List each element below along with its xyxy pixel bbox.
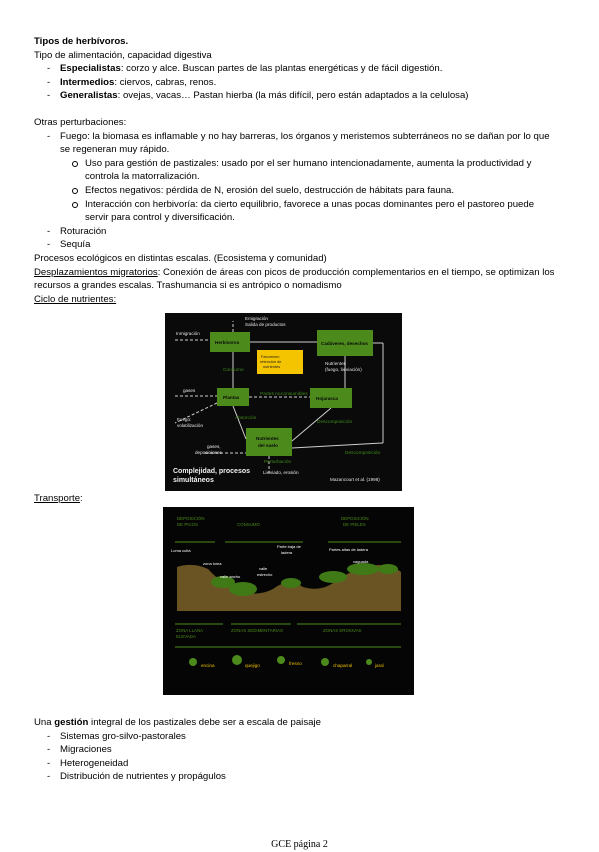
zona-loma-label: zona loma	[203, 561, 222, 566]
zonas-sed-label: ZONAS SEDIMENTARIAS	[231, 628, 283, 633]
hojarasca-label: Hojarasca	[316, 396, 338, 401]
inmigracion-label: Inmigración	[176, 331, 200, 336]
list-item: - Sequía	[47, 239, 91, 251]
cita-label: Mazancourt et al. (1998)	[330, 477, 380, 482]
ciclo-title: Ciclo de nutrientes:	[34, 293, 117, 305]
zona-llana-label: ZONA LLANA	[176, 628, 204, 633]
gases-label: gases	[183, 388, 196, 393]
list-item: - Intermedios: ciervos, cabras, renos.	[47, 76, 217, 88]
plantas-label: Plantas	[223, 395, 240, 400]
list-item: - Roturación	[47, 225, 107, 237]
nutrientes-fuego-label: Nutrientes	[325, 361, 346, 366]
consumo-label: Consumo	[223, 368, 244, 373]
gases2-label: gases,	[207, 444, 221, 449]
nut-suelo-label: Nutrientes	[256, 436, 279, 441]
cadaveres-label: Cadáveres, desechos	[321, 341, 368, 346]
document-body	[34, 35, 590, 306]
list-item: - Especialistas: corzo y alce. Buscan partes de las plantas energéticas y de fácil digestión.	[47, 63, 443, 75]
valle-estrecho-label: valle	[259, 566, 268, 571]
list-item: - Fuego: la biomasa es inflamable y no hay barreras, los órganos y meristemos subterráneos no se dañan por lo que	[47, 130, 550, 142]
salida-label: Salida de productos	[245, 322, 286, 327]
desplazamientos: Desplazamientos migratorios: Conexión de áreas con picos de producción complementarios en el tiempo, se optimizan los	[34, 266, 555, 278]
list-item: - Distribución de nutrientes y propágulos	[47, 771, 226, 783]
descomposicion2-label: Descomposición	[345, 451, 381, 456]
list-item: - Sistemas gro-silvo-pastorales	[47, 730, 186, 742]
vaguada-label: vaguada	[353, 559, 369, 564]
nutrientes-suelo-box	[246, 428, 292, 456]
transport-diagram	[163, 507, 414, 695]
svg-text:retención de: retención de	[260, 359, 282, 364]
sub-list-item: Uso para gestión de pastizales: usado por el ser humano intencionadamente, aumenta la productividad y controla la matorralización.	[34, 157, 590, 184]
svg-text:DE PICOS: DE PICOS	[177, 522, 198, 527]
partes-label: Partes no	[260, 392, 281, 397]
gestion-line: Una gestión integral de los pastizales debe ser a escala de paisaje	[34, 717, 321, 728]
absorcion-label: Absorción	[235, 416, 257, 421]
list-item: - Heterogeneidad	[47, 757, 129, 769]
dep-picos-label: DEPOSICIÓN	[177, 516, 205, 521]
list-item: - Generalistas: ovejas, vacas… Pastan hierba (la más difícil, pero están adaptados a la celulosa)	[47, 90, 469, 102]
gestion-section	[34, 716, 590, 784]
svg-text:del suelo: del suelo	[258, 443, 278, 448]
herbivoros-label: Herbívoros	[215, 340, 240, 345]
svg-text:nutrientes: nutrientes	[263, 364, 281, 369]
sub-list-item: Interacción con herbivoría: da cierto equilibrio, favorece a unas pocas dominantes pero el pastoreo puede servir para control y diversificación.	[34, 198, 590, 225]
parte-baja-label: Parte baja de	[277, 544, 301, 549]
list-item-cont: se regeneran muy rápido.	[60, 144, 170, 156]
b5-label: jaral	[375, 663, 384, 668]
zona-erosiva-label: ZONAS EROSIVAS	[323, 628, 362, 633]
svg-text:estrecho: estrecho	[257, 572, 273, 577]
otras-title: Otras perturbaciones:	[34, 116, 127, 128]
list-item: - Migraciones	[47, 744, 112, 756]
page-footer: GCE página 2	[271, 839, 328, 850]
svg-text:volatilización: volatilización	[177, 423, 204, 428]
svg-text:ELEVADA: ELEVADA	[176, 634, 196, 639]
loma-label: Loma culta	[171, 548, 191, 553]
b1-label: encina	[201, 663, 215, 668]
procesos-line: Procesos ecológicos en distintas escalas. (Ecosistema y comunidad)	[34, 252, 327, 264]
emigracion-label: Emigración	[245, 316, 268, 321]
consumo-label: CONSUMO	[237, 522, 260, 527]
diet-intro: Tipo de alimentación, capacidad digestiva	[34, 49, 212, 61]
svg-text:simultáneos: simultáneos	[173, 477, 214, 484]
svg-text:(fuego, lixiviación): (fuego, lixiviación)	[325, 367, 362, 372]
desplazamientos-cont: recursos a grandes escalas. Trashumancia si es antrópico o nomadismo	[34, 280, 342, 292]
fuego-label: Fuego:	[177, 417, 192, 422]
svg-text:ladera: ladera	[281, 550, 293, 555]
partes-altas-label: Partes altas de ladera	[329, 547, 368, 552]
favorecen-label: Favorecen	[261, 354, 280, 359]
b4-label: chaparral	[333, 663, 353, 668]
complejidad-label: Complejidad, procesos	[173, 468, 251, 475]
descomposicion-label: Descomposición	[317, 420, 353, 425]
perturbacion-label: Perturbación	[264, 460, 292, 465]
valle-ancho-label: valle ancho	[220, 574, 241, 579]
deposiciones-label: deposiciones	[195, 450, 222, 455]
section-heading: Tipos de herbívoros.	[34, 36, 129, 47]
b3-label: fresno	[289, 661, 302, 666]
transporte-title: Transporte:	[34, 493, 83, 504]
svg-text:consumibles: consumibles	[281, 392, 308, 397]
svg-text:DE PIELES: DE PIELES	[343, 522, 366, 527]
dep-pieles-label: DEPOSICIÓN	[341, 516, 369, 521]
b2-label: quejigo	[245, 663, 260, 668]
lavado-label: Lixiviado, erosión	[263, 470, 299, 475]
sub-list-item: Efectos negativos: pérdida de N, erosión del suelo, destrucción de hábitats para fauna.	[34, 184, 590, 198]
nutrient-cycle-diagram	[165, 313, 402, 491]
